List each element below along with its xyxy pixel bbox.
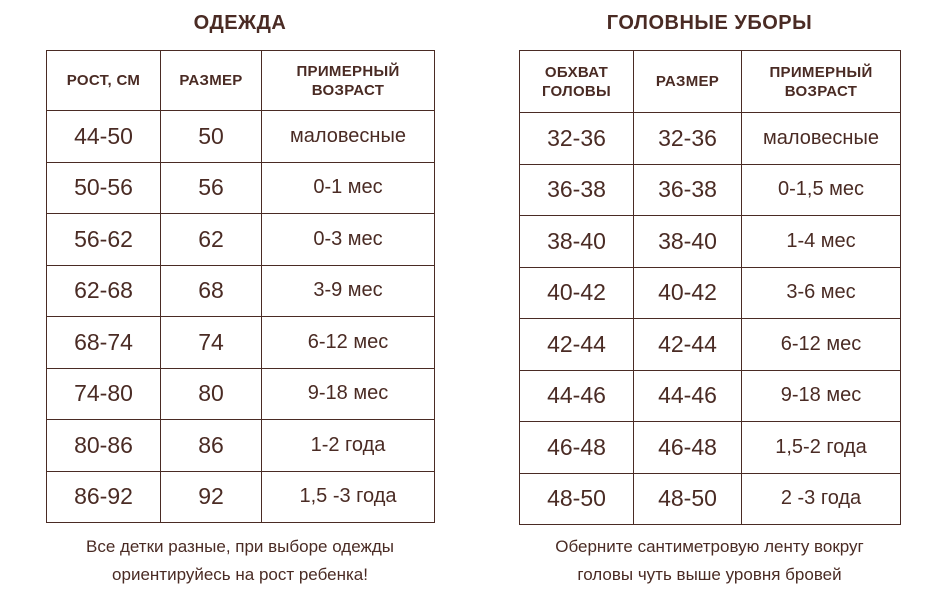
height-cell: 68-74 [47,317,161,369]
age-cell: маловесные [262,111,435,163]
headwear-note [519,533,900,589]
circumference-cell: 38-40 [520,216,634,268]
table-row [47,420,435,472]
table-row [520,473,901,525]
size-cell: 44-46 [634,370,742,422]
table-row [520,267,901,319]
clothing-section [46,0,434,600]
clothing-note-line2: ориентируйесь на рост ребенка! [112,565,368,584]
clothing-note [46,533,434,589]
circumference-cell: 36-38 [520,164,634,216]
table-row [520,422,901,474]
age-cell: 1,5-2 года [742,422,901,474]
size-cell: 50 [161,111,262,163]
headwear-header-age: ПРИМЕРНЫЙ ВОЗРАСТ [742,51,901,113]
clothing-header-height: РОСТ, СМ [47,51,161,111]
headwear-note-line1: Оберните сантиметровую ленту вокруг [555,537,864,556]
clothing-title: ОДЕЖДА [193,12,287,34]
age-cell: 1,5 -3 года [262,471,435,523]
age-cell: 9-18 мес [262,368,435,420]
headwear-title: ГОЛОВНЫЕ УБОРЫ [606,12,813,34]
circumference-cell: 32-36 [520,113,634,165]
height-cell: 86-92 [47,471,161,523]
clothing-note-line1: Все детки разные, при выборе одежды [85,537,395,556]
table-row [520,113,901,165]
age-cell: 0-1 мес [262,162,435,214]
height-cell: 80-86 [47,420,161,472]
table-row [520,370,901,422]
headwear-header-circumference [520,51,634,113]
table-row [520,319,901,371]
size-cell: 48-50 [634,473,742,525]
clothing-header-age: ПРИМЕРНЫЙ ВОЗРАСТ [262,51,435,111]
table-row [520,216,901,268]
height-cell: 62-68 [47,265,161,317]
height-cell: 44-50 [47,111,161,163]
circumference-cell: 48-50 [520,473,634,525]
age-cell: 2 -3 года [742,473,901,525]
table-row [47,214,435,266]
headwear-size-table [519,50,901,525]
age-cell: 3-6 мес [742,267,901,319]
age-cell: 9-18 мес [742,370,901,422]
table-row [47,162,435,214]
circumference-cell: 42-44 [520,319,634,371]
size-cell: 56 [161,162,262,214]
age-cell: 3-9 мес [262,265,435,317]
size-cell: 92 [161,471,262,523]
size-cell: 46-48 [634,422,742,474]
clothing-header-size: РАЗМЕР [161,51,262,111]
clothing-header-row [47,51,435,111]
size-cell: 40-42 [634,267,742,319]
headwear-header-circumference-text: ОБХВАТ ГОЛОВЫ [541,63,612,100]
age-cell: 1-4 мес [742,216,901,268]
clothing-size-table [46,50,435,523]
table-row [47,368,435,420]
age-cell: маловесные [742,113,901,165]
table-row [47,111,435,163]
circumference-cell: 44-46 [520,370,634,422]
table-row [520,164,901,216]
table-row [47,317,435,369]
size-cell: 80 [161,368,262,420]
size-cell: 32-36 [634,113,742,165]
height-cell: 56-62 [47,214,161,266]
age-cell: 1-2 года [262,420,435,472]
headwear-header-row [520,51,901,113]
size-cell: 62 [161,214,262,266]
age-cell: 6-12 мес [742,319,901,371]
headwear-note-line2: головы чуть выше уровня бровей [577,565,842,584]
circumference-cell: 40-42 [520,267,634,319]
height-cell: 74-80 [47,368,161,420]
height-cell: 50-56 [47,162,161,214]
headwear-header-size: РАЗМЕР [634,51,742,113]
size-cell: 74 [161,317,262,369]
size-cell: 36-38 [634,164,742,216]
table-row [47,471,435,523]
age-cell: 0-1,5 мес [742,164,901,216]
circumference-cell: 46-48 [520,422,634,474]
age-cell: 6-12 мес [262,317,435,369]
size-cell: 68 [161,265,262,317]
size-cell: 38-40 [634,216,742,268]
age-cell: 0-3 мес [262,214,435,266]
size-cell: 86 [161,420,262,472]
table-row [47,265,435,317]
size-cell: 42-44 [634,319,742,371]
headwear-section [519,0,900,600]
